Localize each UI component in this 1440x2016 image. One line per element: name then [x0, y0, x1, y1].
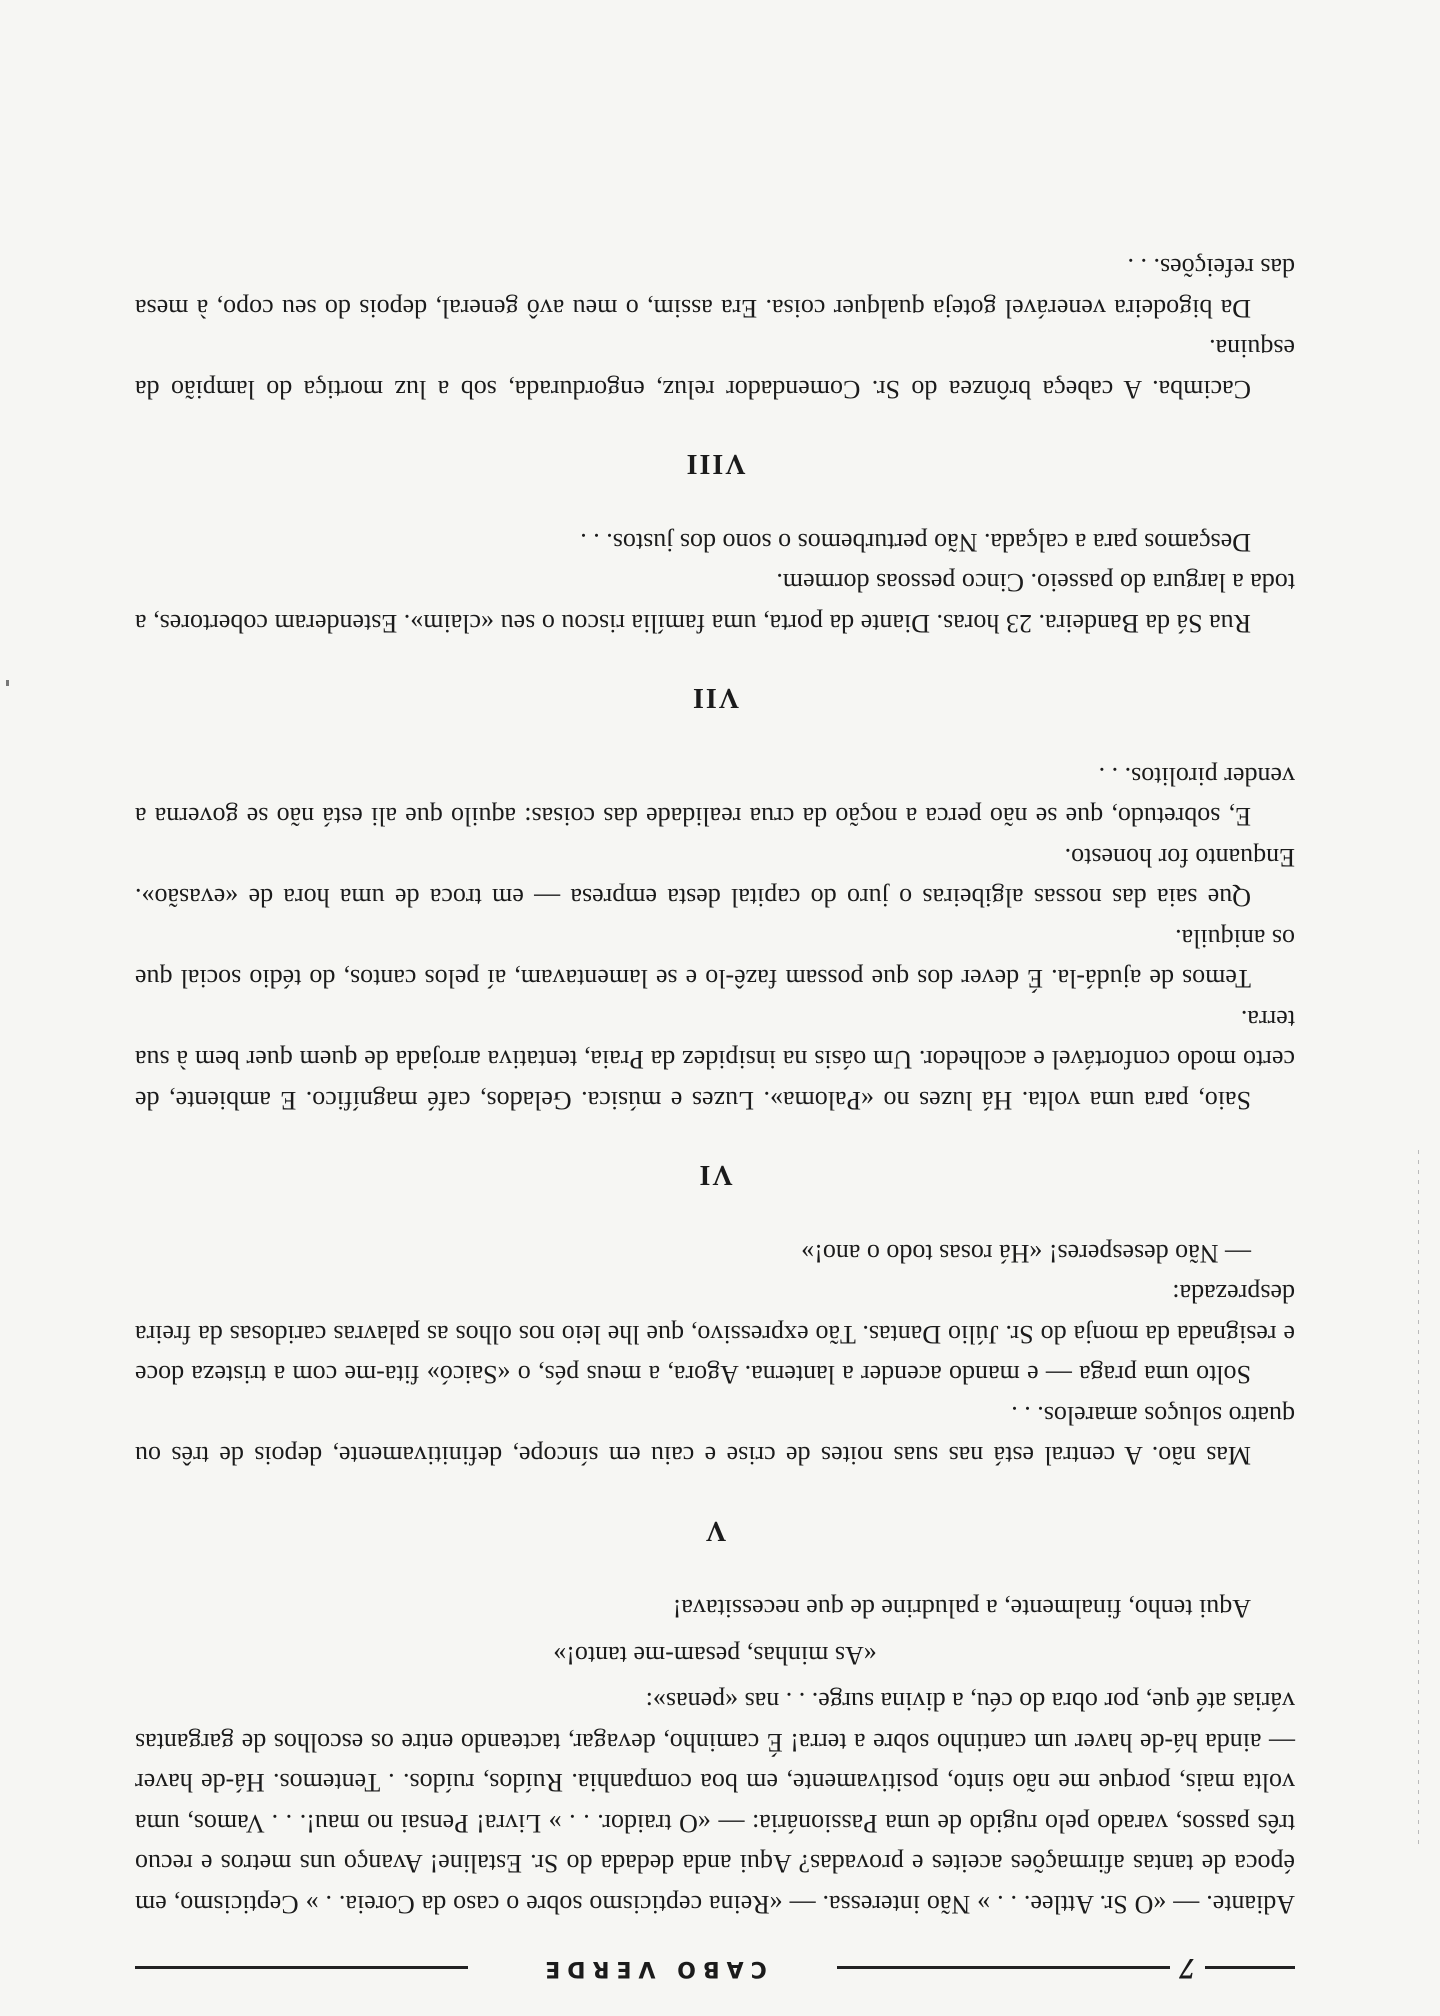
paragraph: Cacimba. A cabeça brônzea do Sr. Comendador reluz, engordurada, sob a luz mortiça do lampião da esquina. [135, 334, 1295, 404]
section-v [135, 1233, 1295, 1551]
section-vii [135, 522, 1295, 718]
paragraph: Que saia das nossas algibeiras o juro do capital desta empresa — em troca de uma hora de «evasão». Enquanto for honesto. [135, 843, 1295, 913]
paragraph: Aqui tenho, finalmente, a paludrine de que necessitava! [672, 1594, 1251, 1624]
section-heading: VII [691, 682, 740, 714]
paragraph: E, sobretudo, que se não perca a noção da crua realidade das coisas: aquilo que ali está não se governa a vender pirolitos. . . [135, 762, 1295, 832]
section-heading: VIII [684, 448, 746, 480]
header-rule-middle [837, 1967, 1170, 1970]
paragraph: Adiante. — «O Sr. Attlee. . . » Não interessa. — «Reina cepticismo sobre o caso da Coreia. . » Cepticismo, em época de tantas afirmações aceites e provadas? Aqui anda dedada do Sr. Estaline! Avanço uns metros e recuo três passos, varado pelo rugido de uma Passionária: — «O traidor. . . » Livra! Pensai no mau!. . . Vamos, uma volta mais, porque me não sinto, positivamente, em boa companhia. Ruídos, ruídos. . Tentemos. Há-de haver — ainda há-de haver um cantinho sobre a terra! É caminho, devagar, tacteando entre os escolhos de gargantas várias até que, por obra do céu, a divina surge. . . nas «penas»: [135, 1687, 1295, 1919]
page-content [135, 247, 1295, 1998]
section-heading: VI [697, 1159, 733, 1191]
paragraph: Da bigodeira venerável goteja qualquer coisa. Era assim, o meu avô general, depois do seu copo, à mesa das refeições. . . [135, 253, 1295, 323]
paragraph: — Não desesperes! «Há rosas todo o ano!» [801, 1239, 1251, 1268]
scan-speck [6, 680, 9, 686]
scan-edge-dots [1418, 1150, 1419, 1850]
running-header [135, 1938, 1295, 1998]
section-vi [135, 756, 1295, 1195]
section-continuation [135, 1588, 1295, 1924]
page-number: 7 [1180, 1952, 1195, 1986]
running-title: CABO VERDE [538, 1956, 767, 1982]
paragraph: Rua Sá da Bandeira. 23 horas. Diante da porta, uma família riscou o seu «claim». Estenderam cobertores, a toda a largura do passeio. Cinco pessoas dormem. [135, 568, 1295, 638]
paragraph: Solto uma praga — e mando acender a lanterna. Agora, a meus pés, o «Saicó» fita-me com a tristeza doce e resignada da monja do Sr. Júlio Dantas. Tão expressivo, que lhe leio nos olhos as palavras caridosas da freira desprezada: [135, 1279, 1295, 1390]
section-viii [135, 247, 1295, 484]
header-rule-right [135, 1967, 468, 1970]
section-heading: V [703, 1515, 727, 1546]
quote-line: «As minhas, pesam-me tanto!» [553, 1641, 877, 1670]
paragraph: Saio, para uma volta. Há luzes no «Paloma». Luzes e música. Gelados, café magnífico. E ambiente, de certo modo confortável e acolhedor. Um oásis na insipidez da Praia, tentativa arrojada de quem quer bem à sua terra. [135, 1005, 1295, 1115]
header-rule-left [1205, 1967, 1295, 1970]
paragraph: Desçamos para a calçada. Não perturbemos o sono dos justos. . . [580, 528, 1251, 557]
paragraph: Mas não. A central está nas suas noites de crise e caiu em síncope, definitivamente, depois de três ou quatro soluços amarelos. . . [135, 1401, 1295, 1471]
paragraph: Temos de ajudá-la. É dever dos que possam fazê-lo e se lamentavam, aí pelos cantos, do tédio social que os aniquila. [135, 924, 1295, 994]
